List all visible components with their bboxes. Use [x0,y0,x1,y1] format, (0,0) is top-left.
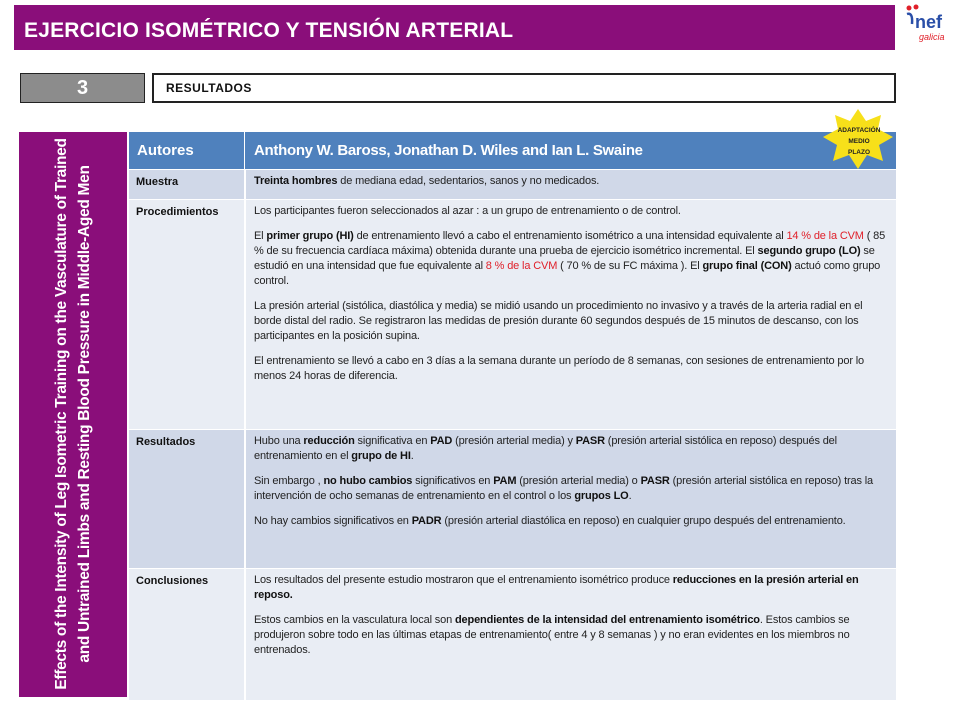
table-header-row [129,132,896,169]
table-row-conclusiones [129,568,896,700]
header-key: Autores [129,132,245,169]
table-row-procedimientos [129,199,896,429]
study-title-sidebar [19,132,127,697]
section-number: 3 [20,73,145,103]
row-key: Procedimientos [129,200,245,429]
row-value: Hubo una reducción significativa en PAD (presión arterial media) y PASR (presión arterial sistólica en reposo) después del entrenamiento en el grupo de HI. Sin embargo , no hubo cambios significativos en PAM (presión arterial media) o PASR (presión arterial sistólica en reposo) tras la intervención de ocho semanas de entrenamiento en el control o los grupos LO. No hay cambios significativos en PADR (presión arterial diastólica en reposo) en cualquier grupo después del entrenamiento. [246,430,896,568]
study-title: Effects of the Intensity of Leg Isometric Training on the Vasculature of Trained and Untrained Limbs and Resting Blood Pressure in Middle-Aged Men [53,138,93,690]
table-row-muestra [129,169,896,199]
row-key: Resultados [129,430,245,568]
svg-text:galicia: galicia [919,32,945,42]
section-title: RESULTADOS [152,73,896,103]
row-value: Los participantes fueron seleccionados al azar : a un grupo de entrenamiento o de control. El primer grupo (HI) de entrenamiento llevó a cabo el entrenamiento isométrico a una intensidad equivalente al 14 % de la CVM ( 85 % de su frecuencia cardíaca máxima) obtenida durante una prueba de ejercicio isométrico incremental. El segundo grupo (LO) se estudió en una intensidad que fue equivalente al 8 % de la CVM ( 70 % de su FC máxima ). El grupo final (CON) actuó como grupo control. La presión arterial (sistólica, diastólica y media) se midió usando un procedimiento no invasivo y a través de la arteria radial en el borde distal del radio. Se registraron las medidas de presión durante 60 segundos después de 15 minutos de descanso, con los participantes en la posición supina. El entrenamiento se llevó a cabo en 3 días a la semana durante un período de 8 semanas, con sesiones de entrenamiento por lo menos 24 horas de diferencia. [246,200,896,429]
table-row-resultados [129,429,896,568]
header-authors: Anthony W. Baross, Jonathan D. Wiles and Ian L. Swaine [254,142,643,159]
study-table [129,132,896,700]
page-title: EJERCICIO ISOMÉTRICO Y TENSIÓN ARTERIAL [14,5,895,50]
row-value: Los resultados del presente estudio mostraron que el entrenamiento isométrico produce reducciones en la presión arterial en reposo. Estos cambios en la vasculatura local son dependientes de la intensidad del entrenamiento isométrico. Estos cambios se produjeron sobre todo en las últimas etapas de entrenamiento( entre 4 y 8 semanas ) y no eran evidentes en los miembros no entrenados. [246,569,896,700]
row-key: Conclusiones [129,569,245,700]
svg-text:nef: nef [915,12,942,32]
row-value: Treinta hombres de mediana edad, sedentarios, sanos y no medicados. [246,170,896,199]
badge-label: ADAPTACIÓN MEDIO PLAZO [837,127,881,156]
row-key: Muestra [129,170,245,199]
inef-logo [903,2,957,56]
